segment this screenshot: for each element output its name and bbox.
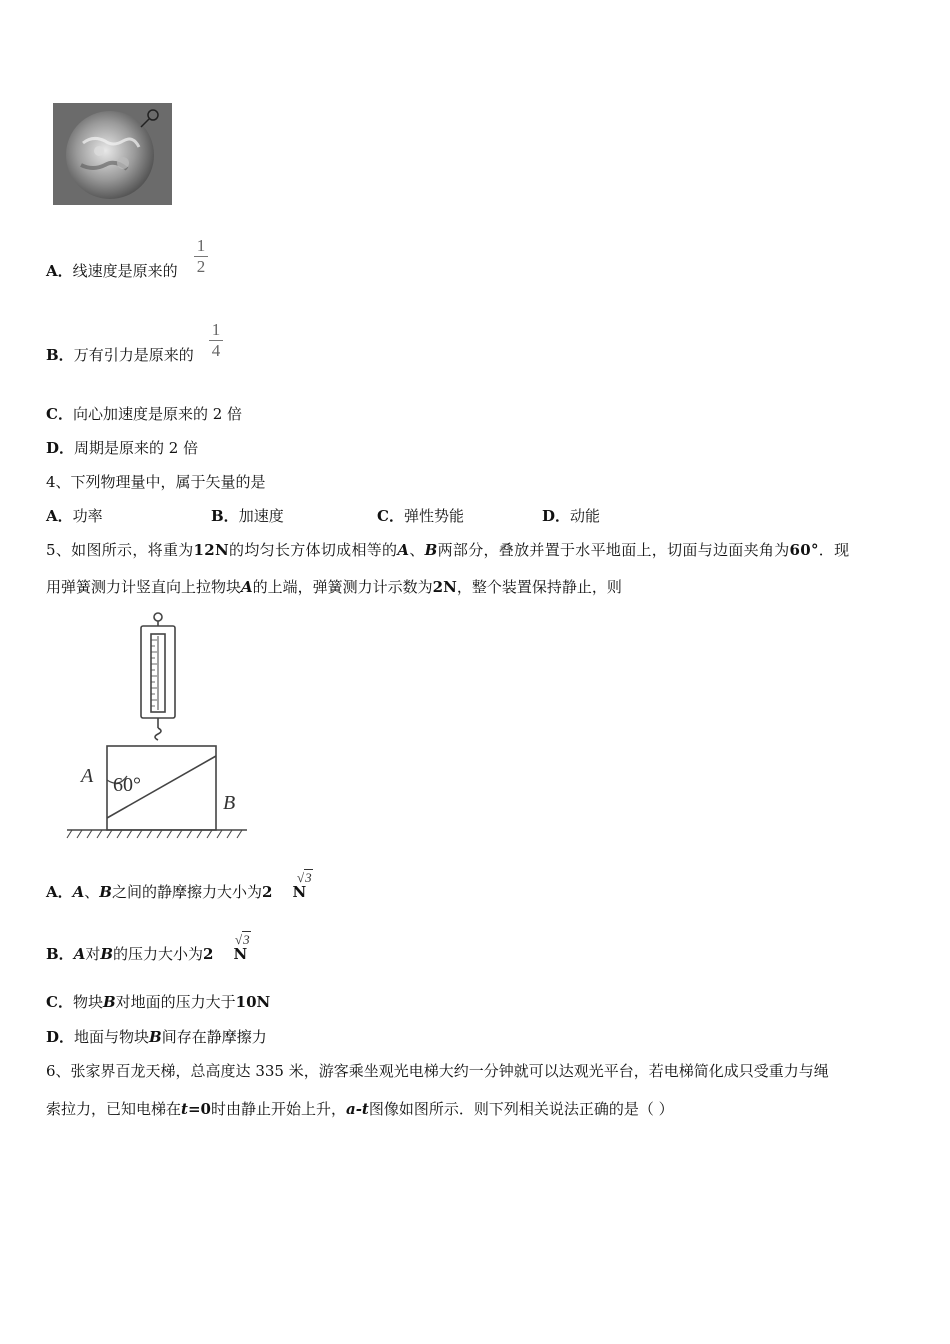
q5-option-d bbox=[46, 1027, 267, 1047]
q4-stem: 4、下列物理量中，属于矢量的是 bbox=[46, 473, 266, 491]
text: ，整个装置保持静止，则 bbox=[456, 578, 622, 596]
option-text: 周期是原来的 2 倍 bbox=[74, 439, 199, 457]
fraction-numerator: 1 bbox=[211, 320, 221, 339]
option-label: C． bbox=[46, 405, 73, 423]
q6-stem-line2 bbox=[46, 1099, 674, 1119]
q5-option-a bbox=[46, 882, 306, 902]
block-b-label: B bbox=[102, 993, 116, 1011]
text: 的均匀长方体切成相等的 bbox=[229, 541, 398, 559]
text: 图像如图所示．则下列相关说法正确的是（ ） bbox=[368, 1100, 674, 1118]
coefficient: 2 bbox=[203, 945, 214, 963]
block-b-label: B bbox=[100, 945, 114, 963]
text: 两部分，叠放并置于水平地面上，切面与边面夹角为 bbox=[437, 541, 790, 559]
value: =0 bbox=[187, 1100, 211, 1118]
option-label: A． bbox=[46, 883, 73, 901]
coefficient: 2 bbox=[262, 883, 273, 901]
text: 用弹簧测力计竖直向上拉物块 bbox=[46, 578, 242, 596]
block-b-label: B bbox=[99, 883, 112, 901]
q5-stem-line2 bbox=[46, 577, 622, 597]
option-text: 的压力大小为 bbox=[113, 945, 204, 963]
block-a-label: A bbox=[72, 883, 85, 901]
q3-option-d bbox=[46, 438, 198, 458]
radicand: 3 bbox=[305, 870, 312, 885]
option-text: 加速度 bbox=[238, 507, 284, 525]
fraction-numerator: 1 bbox=[196, 236, 206, 255]
variable-a-t: a-t bbox=[345, 1100, 369, 1118]
text: 5、如图所示，将重为 bbox=[46, 541, 194, 559]
radicand: 3 bbox=[243, 932, 250, 947]
fraction-one-quarter bbox=[209, 321, 223, 360]
option-label: B． bbox=[211, 507, 239, 525]
text: 时由静止开始上升， bbox=[210, 1100, 346, 1118]
option-label: D． bbox=[46, 1028, 75, 1046]
q4-option-d bbox=[542, 506, 600, 526]
sqrt-three: √3 bbox=[235, 932, 250, 947]
text: 地面与物块 bbox=[74, 1028, 150, 1046]
q3-option-c bbox=[46, 404, 242, 424]
block-b-label: B bbox=[424, 541, 438, 559]
unit: N bbox=[292, 883, 307, 901]
option-label: B． bbox=[46, 945, 74, 963]
block-a-label: A bbox=[241, 578, 253, 596]
variable-t: t bbox=[181, 1100, 188, 1118]
text: 索拉力，已知电梯在 bbox=[46, 1100, 182, 1118]
block-b-label: B bbox=[149, 1028, 162, 1046]
q5-stem-line1 bbox=[46, 540, 849, 560]
sun-satellite-image bbox=[53, 103, 172, 205]
option-label: D． bbox=[46, 439, 75, 457]
q6-stem-line1: 6、张家界百龙天梯，总高度达 335 米，游客乘坐观光电梯大约一分钟就可以达观光平台，若电梯简化成只受重力与绳 bbox=[46, 1062, 829, 1080]
text: 物块 bbox=[72, 993, 103, 1011]
q4-option-a bbox=[46, 506, 103, 526]
ground-hatching bbox=[67, 830, 242, 838]
option-label: D． bbox=[542, 507, 571, 525]
figure-angle-label: 60° bbox=[113, 774, 141, 796]
q3-option-a bbox=[46, 261, 178, 281]
option-text: 功率 bbox=[72, 507, 103, 525]
unit: N bbox=[233, 945, 248, 963]
fraction-one-half bbox=[194, 237, 208, 276]
text: 的上端，弹簧测力计示数为 bbox=[252, 578, 433, 596]
text: 对 bbox=[85, 945, 101, 963]
option-text: 线速度是原来的 bbox=[72, 262, 178, 280]
text: 、 bbox=[84, 883, 100, 901]
block-a-label: A bbox=[397, 541, 410, 559]
text: 对地面的压力大于 bbox=[115, 993, 236, 1011]
spring-scale-blocks-figure bbox=[62, 610, 257, 850]
option-label: A． bbox=[46, 507, 73, 525]
figure-label-b: B bbox=[223, 792, 236, 814]
q4-option-b bbox=[211, 506, 284, 526]
figure-label-a: A bbox=[81, 765, 94, 787]
text: 间存在静摩擦力 bbox=[161, 1028, 267, 1046]
q5-option-b bbox=[46, 944, 247, 964]
q3-option-b bbox=[46, 345, 194, 365]
option-label: C． bbox=[46, 993, 73, 1011]
q4-option-c bbox=[377, 506, 464, 526]
option-label: C． bbox=[377, 507, 404, 525]
option-text: 向心加速度是原来的 2 倍 bbox=[72, 405, 243, 423]
block-a-label: A bbox=[73, 945, 86, 963]
option-label: B． bbox=[46, 346, 74, 364]
option-text: 万有引力是原来的 bbox=[73, 346, 194, 364]
angle-value: 60° bbox=[789, 541, 819, 559]
option-text: 动能 bbox=[570, 507, 601, 525]
weight-value: 12N bbox=[193, 541, 230, 559]
sqrt-three: √3 bbox=[297, 870, 312, 885]
spring-scale bbox=[141, 613, 175, 740]
text: ．现 bbox=[818, 541, 850, 559]
fraction-denominator: 2 bbox=[196, 257, 206, 276]
q5-option-c bbox=[46, 992, 270, 1012]
force-value: 10N bbox=[235, 993, 271, 1011]
option-text: 弹性势能 bbox=[403, 507, 464, 525]
fraction-denominator: 4 bbox=[211, 341, 221, 360]
text: 、 bbox=[409, 541, 425, 559]
option-text: 之间的静摩擦力大小为 bbox=[111, 883, 262, 901]
option-label: A． bbox=[46, 262, 73, 280]
force-value: 2N bbox=[432, 578, 457, 596]
